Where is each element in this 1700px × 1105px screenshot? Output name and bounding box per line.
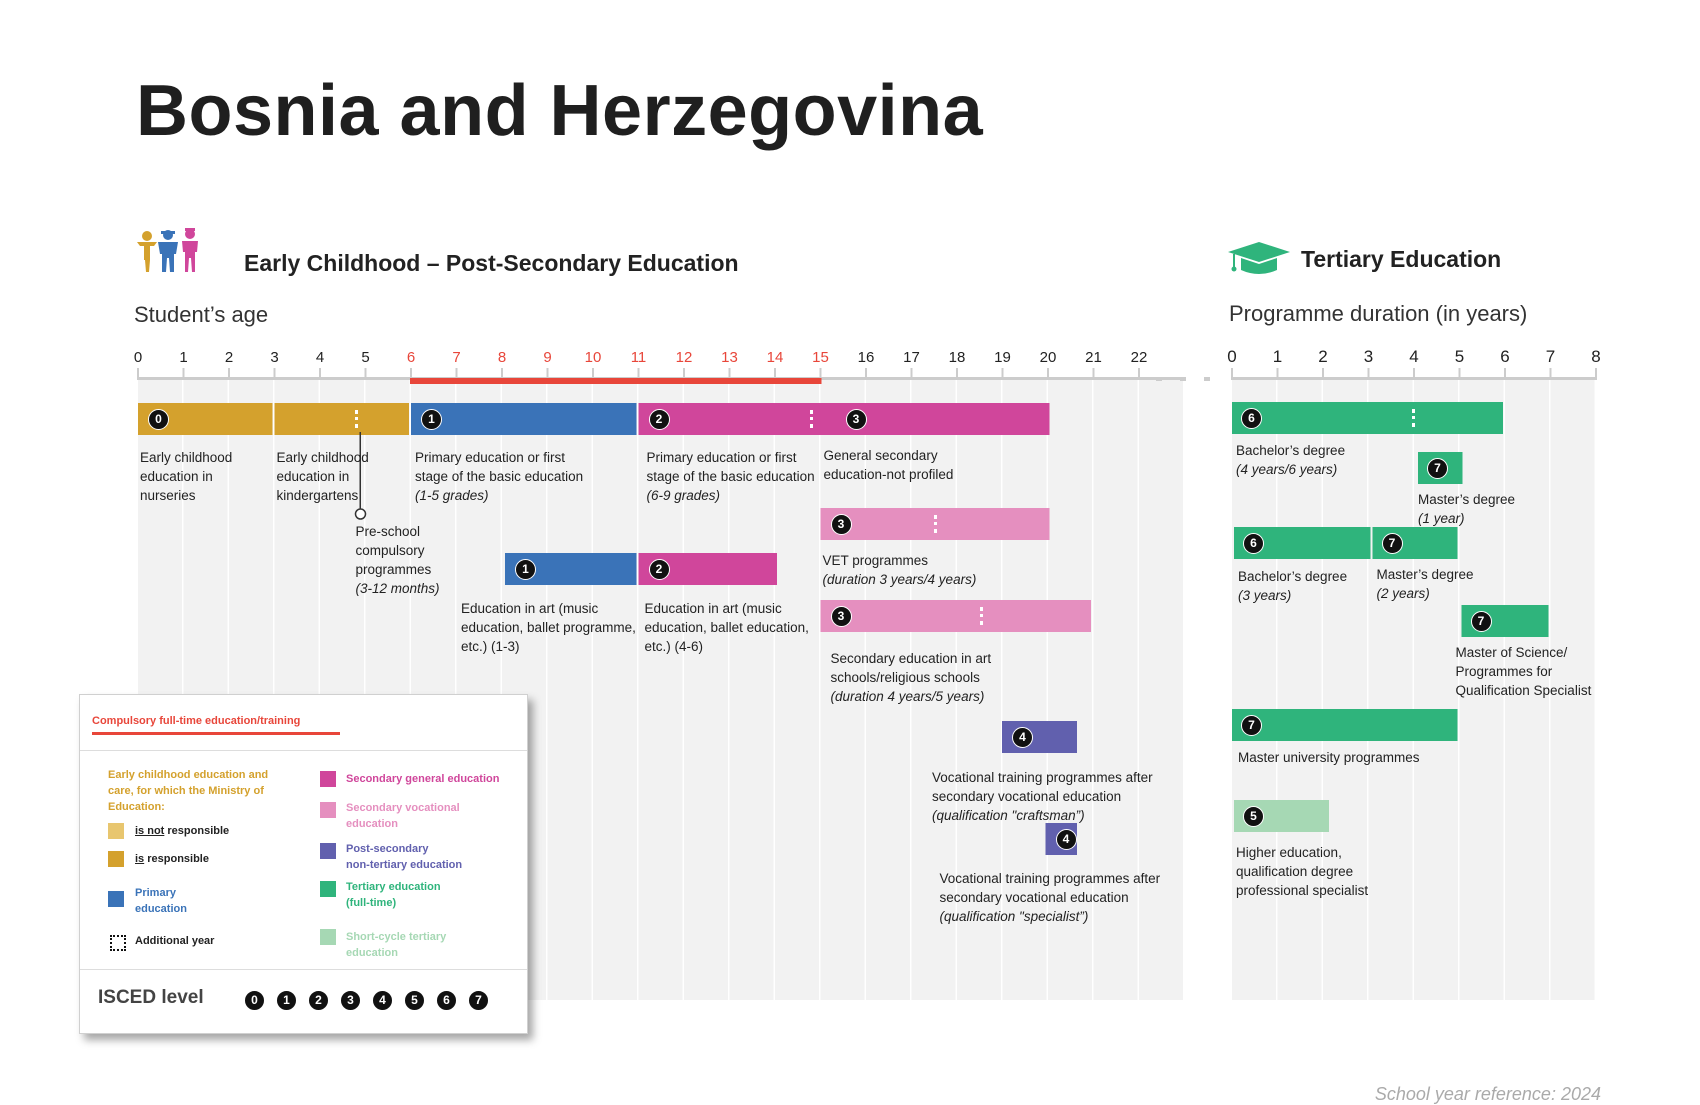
left-section-title: Early Childhood – Post-Secondary Education	[244, 250, 739, 276]
legend-responsible: is responsible	[135, 853, 209, 865]
additional-year-marker	[355, 410, 361, 428]
age-tick-label: 3	[270, 349, 279, 366]
legend-compulsory-line	[92, 732, 340, 735]
isced-badge-5: 5	[1243, 806, 1264, 827]
isced-badge-3: 3	[831, 514, 852, 535]
age-tick-label: 14	[766, 349, 784, 366]
isced-badge-3: 3	[831, 606, 852, 627]
isced-badge-6: 6	[1241, 408, 1262, 429]
legend-sec-vocational: Secondary vocational education	[346, 802, 460, 830]
duration-tick-label: 0	[1227, 347, 1237, 366]
additional-year-marker	[810, 410, 816, 428]
age-tick-label: 11	[630, 349, 647, 366]
programme-label: Vocational training programmes after secondary vocational education (qualification "craftsman”)	[932, 770, 1153, 823]
age-tick-label: 19	[994, 349, 1011, 366]
legend-tertiary: Tertiary education (full-time)	[346, 881, 441, 909]
programme-label: Bachelor’s degree (4 years/6 years)	[1236, 443, 1346, 477]
programme-label: Vocational training programmes after secondary vocational education (qualification "specialist”)	[939, 871, 1161, 924]
isced-badge-1: 1	[421, 409, 442, 430]
isced-badge-2: 2	[649, 409, 670, 430]
isced-badge-4: 4	[1056, 829, 1077, 850]
age-tick-label: 5	[361, 349, 370, 366]
legend-swatch-responsible	[108, 851, 124, 867]
legend-swatch-tertiary	[320, 881, 336, 897]
programme-label: Education in art (music education, ballet education, etc.) (4-6)	[644, 601, 809, 654]
isced-badge-6: 6	[436, 990, 457, 1011]
isced-badge-4: 4	[372, 990, 393, 1011]
isced-badge-0: 0	[244, 990, 265, 1011]
legend-divider	[80, 750, 527, 751]
isced-badge-3: 3	[340, 990, 361, 1011]
programme-label: Master of Science/ Programmes for Qualification Specialist	[1455, 645, 1592, 698]
legend-additional: Additional year	[135, 935, 215, 947]
programme-label: Master university programmes	[1238, 750, 1420, 765]
duration-tick-label: 4	[1409, 347, 1419, 366]
programme-label: Primary education or first stage of the basic education (6-9 grades)	[646, 450, 815, 503]
preschool-label: Pre-school compulsory programmes (3-12 months)	[355, 524, 440, 596]
legend-swatch-post-secondary	[320, 843, 336, 859]
programme-label: Secondary education in art schools/religious schools (duration 4 years/5 years)	[830, 651, 992, 704]
duration-tick-label: 8	[1591, 347, 1601, 366]
age-tick-label: 16	[857, 349, 875, 366]
isced-badge-7: 7	[1382, 533, 1403, 554]
age-tick-label: 18	[948, 349, 966, 366]
isced-badge-2: 2	[308, 990, 329, 1011]
footer-note: School year reference: 2024	[1374, 1084, 1601, 1104]
programme-label: Bachelor’s degree (3 years)	[1238, 569, 1348, 603]
legend-swatch-short-cycle	[320, 929, 336, 945]
isced-badge-7: 7	[1427, 458, 1448, 479]
legend-swatch-not-responsible	[108, 823, 124, 839]
isced-levels	[244, 990, 504, 1012]
age-tick-label: 17	[903, 349, 920, 366]
programme-label: Education in art (music education, ballet programme, etc.) (1-3)	[461, 601, 636, 654]
programme-label: VET programmes (duration 3 years/4 years)	[822, 553, 977, 587]
additional-year-marker	[1412, 409, 1418, 427]
duration-tick-label: 7	[1545, 347, 1556, 366]
legend-swatch-primary	[108, 891, 124, 907]
age-tick-label: 10	[584, 349, 602, 366]
age-tick-label: 13	[721, 349, 738, 366]
isced-badge-0: 0	[148, 409, 169, 430]
duration-tick-label: 1	[1272, 347, 1283, 366]
age-tick-label: 6	[406, 349, 416, 366]
legend-post-secondary: Post-secondary non-tertiary education	[346, 843, 463, 871]
legend-short-cycle: Short-cycle tertiary education	[346, 931, 447, 959]
programme-label: Primary education or first stage of the basic education (1-5 grades)	[415, 450, 584, 503]
isced-badge-1: 1	[515, 559, 536, 580]
additional-year-marker	[980, 607, 986, 625]
age-tick-label: 7	[452, 349, 461, 366]
legend-not-responsible: is not responsible	[135, 825, 230, 837]
isced-badge-4: 4	[1012, 727, 1033, 748]
isced-badge-1: 1	[276, 990, 297, 1011]
additional-year-marker	[934, 515, 940, 533]
legend-divider-bottom	[80, 969, 527, 970]
age-tick-label: 21	[1085, 349, 1102, 366]
page-title: Bosnia and Herzegovina	[136, 71, 984, 151]
isced-label: ISCED level	[98, 987, 204, 1008]
age-tick-label: 0	[133, 349, 143, 366]
age-tick-label: 4	[315, 349, 325, 366]
isced-badge-7: 7	[1471, 611, 1492, 632]
legend-swatch-sec-vocational	[320, 802, 336, 818]
programme-label: Higher education, qualification degree professional specialist	[1236, 845, 1369, 898]
programme-label: Master’s degree (1 year)	[1418, 492, 1516, 526]
legend-ecec-heading: Early childhood education and care, for which the Ministry of Education:	[108, 769, 269, 813]
programme-label: General secondary education-not profiled	[823, 448, 954, 482]
age-tick-label: 22	[1130, 349, 1148, 366]
right-axis-title: Programme duration (in years)	[1229, 301, 1528, 326]
age-tick-label: 1	[179, 349, 188, 366]
programme-label: Early childhood education in kindergartens	[276, 450, 369, 503]
isced-badge-5: 5	[404, 990, 425, 1011]
isced-badge-2: 2	[649, 559, 670, 580]
age-tick-label: 15	[812, 349, 829, 366]
legend-swatch-additional	[110, 935, 126, 951]
duration-tick-label: 3	[1363, 347, 1374, 366]
right-section-title: Tertiary Education	[1301, 246, 1502, 272]
age-tick-label: 9	[543, 349, 552, 366]
legend-swatch-sec-general	[320, 771, 336, 787]
legend-compulsory-label: Compulsory full-time education/training	[92, 715, 301, 727]
duration-tick-label: 5	[1454, 347, 1465, 366]
age-tick-label: 12	[675, 349, 693, 366]
legend-sec-general: Secondary general education	[346, 773, 500, 785]
isced-badge-3: 3	[846, 409, 867, 430]
legend-primary: Primary education	[135, 887, 187, 915]
isced-badge-7: 7	[1241, 715, 1262, 736]
isced-badge-6: 6	[1243, 533, 1264, 554]
programme-label: Master’s degree (2 years)	[1376, 567, 1474, 601]
age-tick-label: 8	[497, 349, 507, 366]
programme-label: Early childhood education in nurseries	[140, 450, 233, 503]
left-axis-title: Student’s age	[134, 302, 269, 327]
isced-badge-7: 7	[468, 990, 489, 1011]
legend	[79, 694, 528, 1034]
age-tick-label: 2	[224, 349, 234, 366]
duration-tick-label: 2	[1318, 347, 1328, 366]
duration-tick-label: 6	[1500, 347, 1510, 366]
age-tick-label: 20	[1039, 349, 1057, 366]
